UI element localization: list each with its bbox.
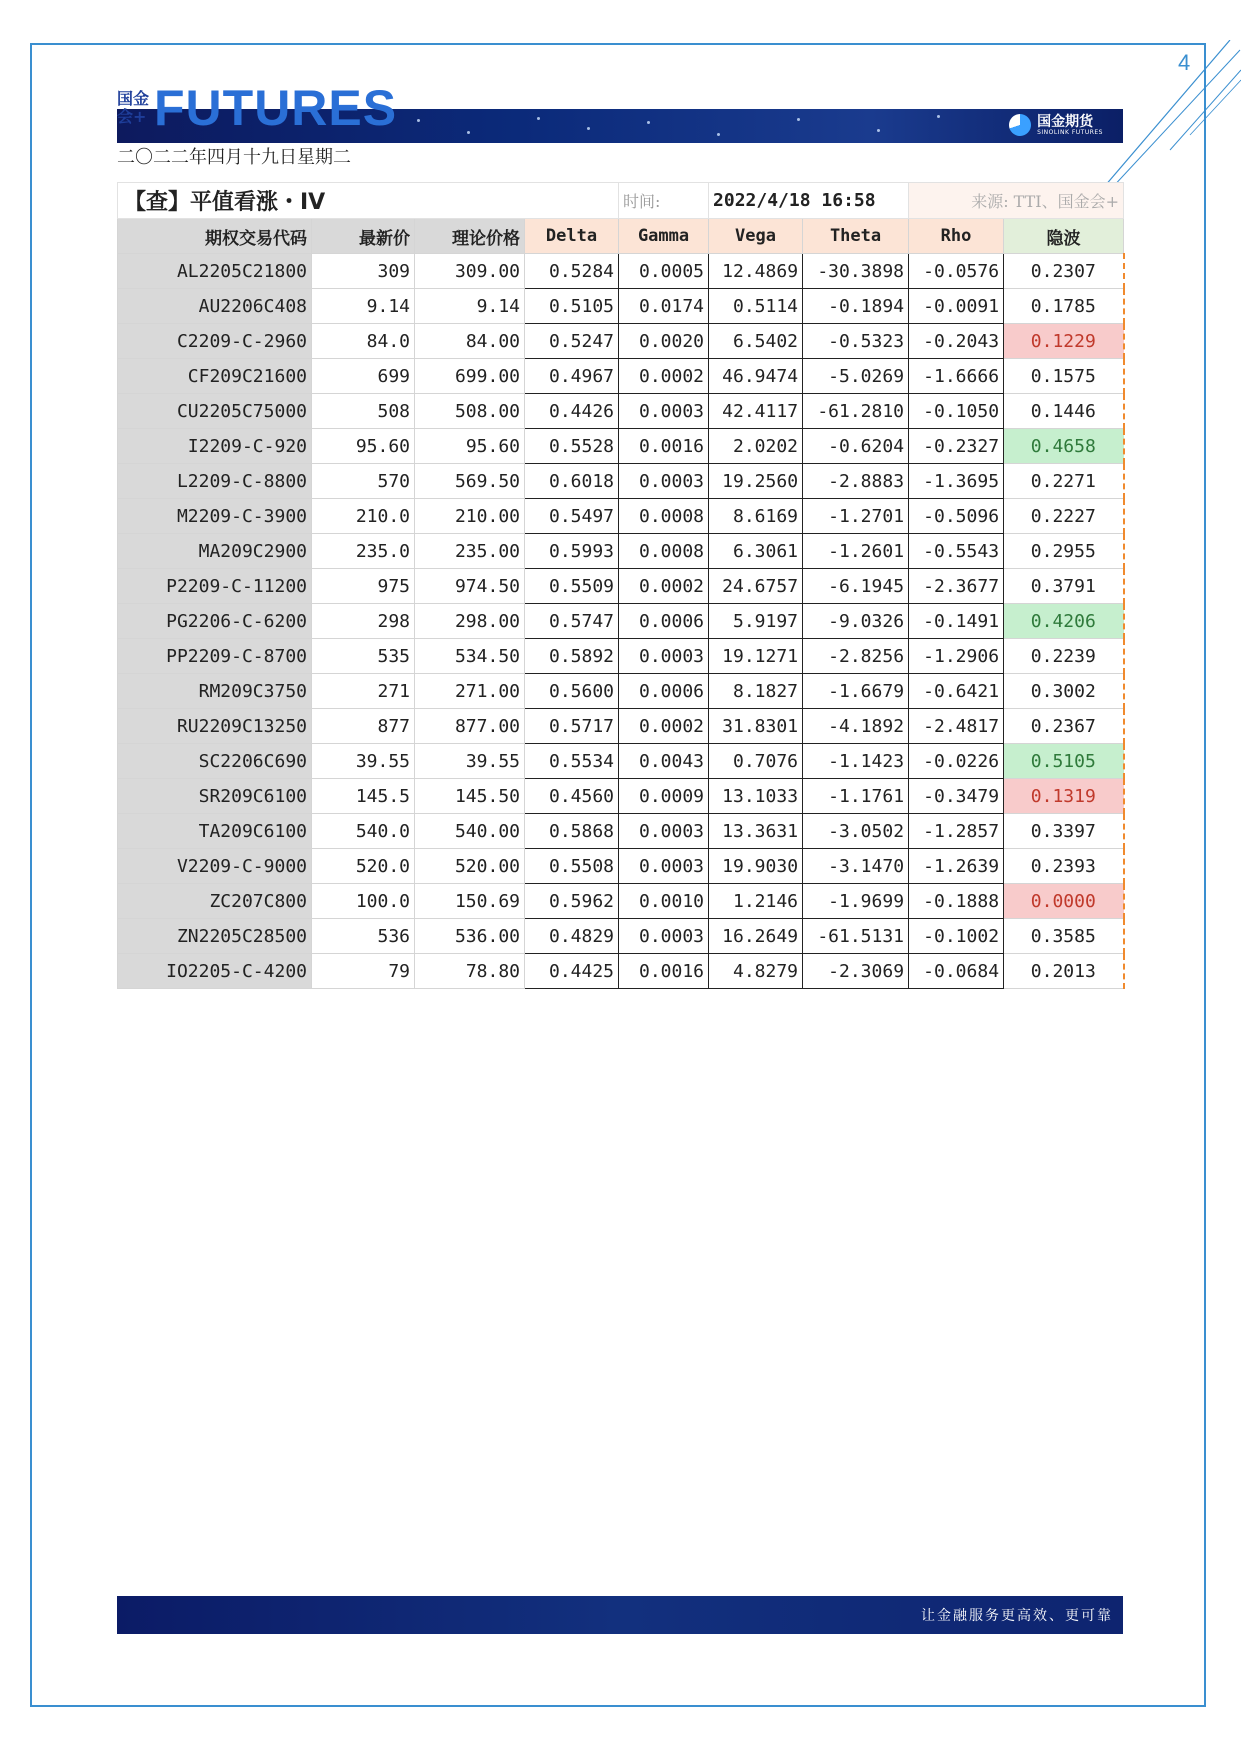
cell-vega: 12.4869 [709,254,803,289]
cell-theta: -2.8883 [803,464,909,499]
cell-theo: 78.80 [415,954,525,989]
cell-last: 271 [312,674,415,709]
cell-gamma: 0.0006 [619,604,709,639]
cell-rho: -0.0091 [909,289,1004,324]
cell-delta: 0.5534 [525,744,619,779]
table-row [118,709,1124,744]
cell-code: SR209C6100 [118,779,312,814]
cell-theta: -61.5131 [803,919,909,954]
cell-last: 9.14 [312,289,415,324]
table-row [118,674,1124,709]
col-header-last: 最新价 [312,219,415,254]
cell-rho: -1.2639 [909,849,1004,884]
cell-theta: -0.5323 [803,324,909,359]
cell-gamma: 0.0009 [619,779,709,814]
cell-theta: -0.6204 [803,429,909,464]
cell-gamma: 0.0002 [619,359,709,394]
cell-last: 570 [312,464,415,499]
cell-last: 84.0 [312,324,415,359]
logo-en: FUTURES [154,80,398,136]
table-row [118,254,1124,289]
col-header-vega: Vega [709,219,803,254]
cell-code: ZN2205C28500 [118,919,312,954]
brand-mark-icon [1009,114,1031,136]
cell-code: RU2209C13250 [118,709,312,744]
cell-theo: 39.55 [415,744,525,779]
cell-iv: 0.3585 [1004,919,1124,954]
cell-vega: 31.8301 [709,709,803,744]
cell-delta: 0.5284 [525,254,619,289]
col-header-rho: Rho [909,219,1004,254]
cell-delta: 0.5747 [525,604,619,639]
cell-iv: 0.4658 [1004,429,1124,464]
cell-code: V2209-C-9000 [118,849,312,884]
cell-last: 699 [312,359,415,394]
cell-iv: 0.4206 [1004,604,1124,639]
cell-theo: 974.50 [415,569,525,604]
cell-gamma: 0.0003 [619,814,709,849]
cell-theta: -3.1470 [803,849,909,884]
cell-gamma: 0.0003 [619,464,709,499]
cell-vega: 8.6169 [709,499,803,534]
table-row [118,814,1124,849]
cell-iv: 0.0000 [1004,884,1124,919]
cell-rho: -1.6666 [909,359,1004,394]
cell-iv: 0.2307 [1004,254,1124,289]
cell-vega: 0.7076 [709,744,803,779]
cell-code: P2209-C-11200 [118,569,312,604]
cell-theo: 150.69 [415,884,525,919]
cell-vega: 4.8279 [709,954,803,989]
cell-vega: 2.0202 [709,429,803,464]
table-row [118,919,1124,954]
col-header-delta: Delta [525,219,619,254]
page-number: 4 [1178,50,1191,75]
cell-vega: 19.2560 [709,464,803,499]
table-title: 【查】平值看涨・IV [118,183,619,219]
cell-code: AU2206C408 [118,289,312,324]
table-row [118,779,1124,814]
cell-theta: -4.1892 [803,709,909,744]
cell-rho: -0.2043 [909,324,1004,359]
cell-vega: 1.2146 [709,884,803,919]
cell-vega: 42.4117 [709,394,803,429]
cell-rho: -1.2906 [909,639,1004,674]
cell-code: TA209C6100 [118,814,312,849]
cell-vega: 16.2649 [709,919,803,954]
cell-code: L2209-C-8800 [118,464,312,499]
cell-delta: 0.5509 [525,569,619,604]
cell-gamma: 0.0003 [619,639,709,674]
cell-rho: -0.0226 [909,744,1004,779]
cell-theta: -30.3898 [803,254,909,289]
cell-last: 520.0 [312,849,415,884]
cell-theo: 309.00 [415,254,525,289]
cell-rho: -0.1491 [909,604,1004,639]
table-row [118,464,1124,499]
table-row [118,534,1124,569]
cell-iv: 0.2239 [1004,639,1124,674]
cell-theo: 95.60 [415,429,525,464]
cell-gamma: 0.0003 [619,849,709,884]
cell-iv: 0.2271 [1004,464,1124,499]
cell-last: 100.0 [312,884,415,919]
cell-gamma: 0.0003 [619,919,709,954]
cell-gamma: 0.0005 [619,254,709,289]
source-label: 来源: TTI、国金会+ [909,183,1124,219]
table-row [118,954,1124,989]
cell-gamma: 0.0020 [619,324,709,359]
table-row [118,884,1124,919]
cell-last: 39.55 [312,744,415,779]
cell-last: 508 [312,394,415,429]
cell-delta: 0.5868 [525,814,619,849]
cell-gamma: 0.0002 [619,569,709,604]
col-header-theo: 理论价格 [415,219,525,254]
cell-vega: 6.3061 [709,534,803,569]
cell-code: I2209-C-920 [118,429,312,464]
cell-theta: -1.2601 [803,534,909,569]
cell-iv: 0.2393 [1004,849,1124,884]
cell-vega: 5.9197 [709,604,803,639]
cell-rho: -0.5096 [909,499,1004,534]
table-row [118,639,1124,674]
cell-last: 877 [312,709,415,744]
cell-iv: 0.1319 [1004,779,1124,814]
cell-theo: 210.00 [415,499,525,534]
cell-theta: -3.0502 [803,814,909,849]
cell-code: PG2206-C-6200 [118,604,312,639]
cell-theta: -0.1894 [803,289,909,324]
cell-theo: 877.00 [415,709,525,744]
table-row [118,569,1124,604]
table-row [118,429,1124,464]
cell-delta: 0.5528 [525,429,619,464]
cell-delta: 0.5717 [525,709,619,744]
cell-theta: -1.1423 [803,744,909,779]
cell-last: 210.0 [312,499,415,534]
cell-code: CF209C21600 [118,359,312,394]
cell-rho: -0.6421 [909,674,1004,709]
cell-code: SC2206C690 [118,744,312,779]
cell-rho: -0.2327 [909,429,1004,464]
cell-theo: 534.50 [415,639,525,674]
cell-theo: 235.00 [415,534,525,569]
col-header-gamma: Gamma [619,219,709,254]
cell-theo: 520.00 [415,849,525,884]
cell-delta: 0.4426 [525,394,619,429]
cell-code: C2209-C-2960 [118,324,312,359]
cell-gamma: 0.0043 [619,744,709,779]
cell-iv: 0.2013 [1004,954,1124,989]
cell-theta: -1.2701 [803,499,909,534]
table-row [118,499,1124,534]
table-header-row [118,219,1124,254]
cell-rho: -0.1050 [909,394,1004,429]
cell-theta: -1.9699 [803,884,909,919]
cell-gamma: 0.0008 [619,499,709,534]
cell-theo: 699.00 [415,359,525,394]
cell-iv: 0.2367 [1004,709,1124,744]
cell-delta: 0.5508 [525,849,619,884]
cell-rho: -0.1002 [909,919,1004,954]
col-header-code: 期权交易代码 [118,219,312,254]
cell-code: IO2205-C-4200 [118,954,312,989]
cell-delta: 0.5600 [525,674,619,709]
cell-delta: 0.5105 [525,289,619,324]
cell-delta: 0.5962 [525,884,619,919]
time-label: 时间: [619,183,709,219]
cell-rho: -1.2857 [909,814,1004,849]
cell-code: CU2205C75000 [118,394,312,429]
time-value: 2022/4/18 16:58 [709,183,909,219]
cell-gamma: 0.0003 [619,394,709,429]
brand-name: 国金期货 [1037,113,1094,130]
cell-iv: 0.2227 [1004,499,1124,534]
footer-slogan: 让金融服务更高效、更可靠 [921,1608,1113,1624]
cell-gamma: 0.0002 [619,709,709,744]
cell-vega: 19.1271 [709,639,803,674]
cell-iv: 0.1785 [1004,289,1124,324]
col-header-iv: 隐波 [1004,219,1124,254]
cell-theta: -6.1945 [803,569,909,604]
brand-logo [1009,114,1103,136]
options-table [117,182,1125,989]
cell-gamma: 0.0006 [619,674,709,709]
cell-rho: -2.4817 [909,709,1004,744]
cell-last: 79 [312,954,415,989]
cell-delta: 0.6018 [525,464,619,499]
cell-delta: 0.5892 [525,639,619,674]
cell-code: AL2205C21800 [118,254,312,289]
cell-vega: 13.3631 [709,814,803,849]
cell-theo: 84.00 [415,324,525,359]
cell-code: PP2209-C-8700 [118,639,312,674]
cell-delta: 0.5497 [525,499,619,534]
cell-code: MA209C2900 [118,534,312,569]
cell-gamma: 0.0016 [619,954,709,989]
table-title-row [118,183,1124,219]
cell-gamma: 0.0016 [619,429,709,464]
cell-rho: -0.3479 [909,779,1004,814]
cell-last: 309 [312,254,415,289]
brand-subtitle: SINOLINK FUTURES [1037,128,1103,136]
cell-vega: 13.1033 [709,779,803,814]
cell-theo: 536.00 [415,919,525,954]
cell-vega: 0.5114 [709,289,803,324]
table-row [118,744,1124,779]
table-row [118,604,1124,639]
cell-last: 95.60 [312,429,415,464]
cell-last: 975 [312,569,415,604]
cell-theo: 508.00 [415,394,525,429]
cell-vega: 19.9030 [709,849,803,884]
cell-vega: 46.9474 [709,359,803,394]
cell-theo: 9.14 [415,289,525,324]
cell-delta: 0.4967 [525,359,619,394]
cell-gamma: 0.0174 [619,289,709,324]
cell-vega: 6.5402 [709,324,803,359]
cell-last: 540.0 [312,814,415,849]
cell-code: ZC207C800 [118,884,312,919]
cell-code: RM209C3750 [118,674,312,709]
cell-rho: -0.0684 [909,954,1004,989]
cell-delta: 0.4425 [525,954,619,989]
cell-theo: 271.00 [415,674,525,709]
cell-delta: 0.5247 [525,324,619,359]
cell-last: 145.5 [312,779,415,814]
cell-iv: 0.2955 [1004,534,1124,569]
col-header-theta: Theta [803,219,909,254]
table-row [118,849,1124,884]
cell-theo: 145.50 [415,779,525,814]
cell-gamma: 0.0010 [619,884,709,919]
cell-vega: 8.1827 [709,674,803,709]
cell-theo: 540.00 [415,814,525,849]
options-table-container [117,182,1123,989]
cell-iv: 0.1575 [1004,359,1124,394]
table-row [118,359,1124,394]
cell-iv: 0.3002 [1004,674,1124,709]
cell-last: 535 [312,639,415,674]
cell-gamma: 0.0008 [619,534,709,569]
cell-theta: -2.3069 [803,954,909,989]
cell-theta: -9.0326 [803,604,909,639]
footer-banner [117,1596,1123,1634]
logo-cn: 国金会+ [117,89,150,126]
cell-theta: -1.6679 [803,674,909,709]
table-row [118,324,1124,359]
cell-rho: -0.1888 [909,884,1004,919]
cell-iv: 0.3397 [1004,814,1124,849]
cell-rho: -0.0576 [909,254,1004,289]
cell-theta: -5.0269 [803,359,909,394]
cell-rho: -0.5543 [909,534,1004,569]
cell-theta: -61.2810 [803,394,909,429]
cell-delta: 0.4829 [525,919,619,954]
cell-theo: 298.00 [415,604,525,639]
report-date: 二〇二二年四月十九日星期二 [117,147,351,168]
cell-last: 536 [312,919,415,954]
cell-rho: -1.3695 [909,464,1004,499]
cell-rho: -2.3677 [909,569,1004,604]
cell-iv: 0.1446 [1004,394,1124,429]
cell-theta: -1.1761 [803,779,909,814]
cell-delta: 0.5993 [525,534,619,569]
cell-code: M2209-C-3900 [118,499,312,534]
table-row [118,394,1124,429]
cell-iv: 0.3791 [1004,569,1124,604]
cell-last: 235.0 [312,534,415,569]
cell-theta: -2.8256 [803,639,909,674]
table-row [118,289,1124,324]
cell-last: 298 [312,604,415,639]
cell-iv: 0.5105 [1004,744,1124,779]
cell-vega: 24.6757 [709,569,803,604]
cell-iv: 0.1229 [1004,324,1124,359]
cell-theo: 569.50 [415,464,525,499]
cell-delta: 0.4560 [525,779,619,814]
